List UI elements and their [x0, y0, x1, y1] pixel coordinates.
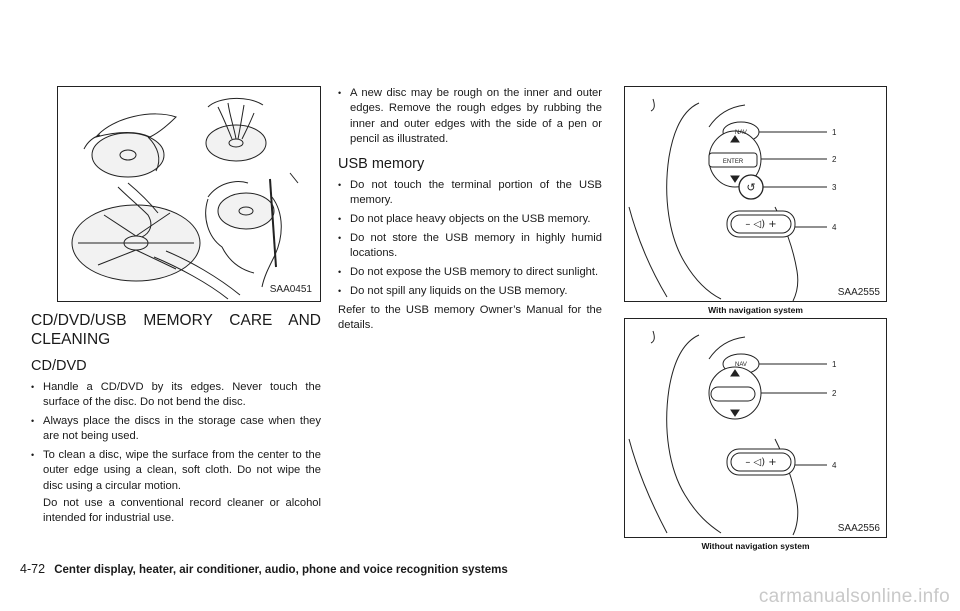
callout-number: 2	[832, 155, 837, 164]
steering-controls-illustration	[625, 319, 888, 539]
cd-dvd-note: Do not use a conventional record cleaner or alcohol intended for industrial use.	[43, 497, 321, 525]
callout-number: 4	[832, 223, 837, 232]
volume-control-label: – ◁) +	[745, 219, 777, 230]
figure-caption: With navigation system	[708, 305, 803, 315]
enter-button-label: ENTER	[722, 159, 744, 165]
figure-code: SAA2556	[837, 523, 880, 534]
nav-button-label: NAV	[735, 130, 747, 136]
figure-code: SAA0451	[269, 284, 312, 295]
page-footer	[20, 562, 508, 576]
controls-with-nav-figure	[624, 86, 887, 302]
usb-refer-note: Refer to the USB memory Owner’s Manual for the details.	[338, 303, 602, 332]
list-item: • Do not place heavy objects on the USB memory.	[338, 212, 602, 227]
callout-number: 2	[832, 389, 837, 398]
list-item: • Always place the discs in the storage case when they are not being used.	[31, 414, 321, 445]
callout-number: 1	[832, 128, 837, 137]
list-item: • To clean a disc, wipe the surface from the center to the outer edge using a clean, soft cloth. Do not wipe the disc using a circular motion.	[31, 448, 321, 494]
list-item: • Do not expose the USB memory to direct sunlight.	[338, 265, 602, 280]
usb-memory-list	[338, 178, 602, 299]
steering-controls-illustration	[625, 87, 888, 303]
watermark: carmanualsonline.info	[758, 586, 950, 607]
list-item: • Handle a CD/DVD by its edges. Never touch the surface of the disc. Do not bend the disc.	[31, 380, 321, 411]
callout-number: 4	[832, 461, 837, 470]
cd-dvd-list-continued	[338, 86, 602, 147]
figure-caption: Without navigation system	[701, 541, 810, 551]
cd-dvd-heading: CD/DVD	[31, 358, 87, 374]
usb-memory-heading: USB memory	[338, 156, 425, 173]
controls-without-nav-figure	[624, 318, 887, 538]
left-column	[31, 311, 321, 531]
figure-code: SAA2555	[837, 287, 880, 298]
callout-number: 3	[832, 183, 837, 192]
back-icon: ↺	[746, 181, 756, 194]
section-title: CD/DVD/USB MEMORY CARE AND CLEANING	[31, 312, 321, 348]
nav-button-label: NAV	[735, 362, 747, 368]
cd-handling-figure	[57, 86, 321, 302]
cd-dvd-list	[31, 380, 321, 494]
list-item: • Do not touch the terminal portion of the USB memory.	[338, 178, 602, 209]
list-item: • Do not store the USB memory in highly humid locations.	[338, 231, 602, 262]
callout-number: 1	[832, 360, 837, 369]
list-item: • Do not spill any liquids on the USB memory.	[338, 284, 602, 299]
cd-handling-illustration	[58, 87, 322, 303]
volume-control-label: – ◁) +	[745, 457, 777, 468]
middle-column	[338, 86, 602, 333]
page-number: 4-72	[20, 562, 46, 576]
chapter-title: Center display, heater, air conditioner, audio, phone and voice recognition systems	[54, 564, 508, 576]
list-item: • A new disc may be rough on the inner and outer edges. Remove the rough edges by rubbing the inner and outer edges with the side of a pen or pencil as illustrated.	[338, 86, 602, 147]
